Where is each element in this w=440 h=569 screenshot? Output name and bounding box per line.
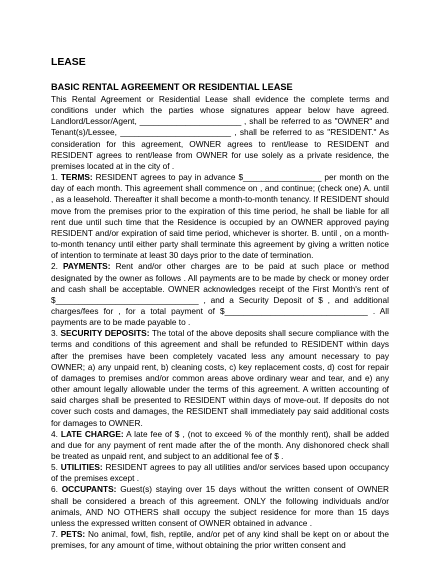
section-text: Rent and/or other charges are to be paid at such place or method designated by the owner as follows . All payments are to be made by check or money order and cash shall be acceptable. OWNER acknowledges receipt of the First Month's rent of $_______________________________ , and a Security Deposit of $ , and additional charges/fees for , for a total payment of $_______________________________ . All payments are to be made payable to . <box>51 261 389 328</box>
section-heading: UTILITIES: <box>60 462 103 473</box>
section-heading: PAYMENTS: <box>63 261 111 272</box>
section-number: 4. <box>51 428 58 439</box>
section-heading: PETS: <box>60 529 86 540</box>
section-heading: SECURITY DEPOSITS: <box>60 328 150 339</box>
section-number: 3. <box>51 328 58 339</box>
section-number: 1. <box>51 172 58 183</box>
section-number: 6. <box>51 484 58 495</box>
section-payments <box>51 261 389 328</box>
section-utilities <box>51 462 389 484</box>
section-number: 7. <box>51 529 58 540</box>
section-text: RESIDENT agrees to pay all utilities and/or services based upon occupancy of the premises except . <box>51 462 389 484</box>
document-body <box>51 94 389 551</box>
section-number: 5. <box>51 462 58 473</box>
section-occupants <box>51 484 389 529</box>
section-heading: OCCUPANTS: <box>61 484 117 495</box>
section-number: 2. <box>51 261 58 272</box>
agreement-heading: BASIC RENTAL AGREEMENT OR RESIDENTIAL LEASE <box>51 82 293 92</box>
section-heading: TERMS: <box>60 172 93 183</box>
section-pets <box>51 529 389 551</box>
section-text: No animal, fowl, fish, reptile, and/or pet of any kind shall be kept on or about the premises, for any amount of time, without obtaining the prior written consent and <box>51 529 390 551</box>
section-text: Guest(s) staying over 15 days without the written consent of OWNER shall be considered a breach of this agreement. ONLY the following individuals and/or animals, AND NO OTHERS shall occupy the subject residence for more than 15 days unless the expressed written consent of OWNER obtained in advance . <box>51 484 389 528</box>
section-heading: LATE CHARGE: <box>60 428 124 439</box>
section-text: A late fee of $ , (not to exceed % of the monthly rent), shall be added and due for any payment of rent made after the of the month. Any dishonored check shall be treated as unpaid rent, and subject to an additional fee of $ . <box>51 428 389 461</box>
intro-paragraph: This Rental Agreement or Residential Lease shall evidence the complete terms and conditions under which the parties whose signatures appear below have agreed. Landlord/Lessor/Agent, ______________________ , shall be referred to as "OWNER" and Tenant(s)/Lessee, ________________________ , shall be referred to as "RESIDENT." As consideration for this agreement, OWNER agrees to rent/lease to RESIDENT and RESIDENT agrees to rent/lease from OWNER for use solely as a private residence, the premises located at in the city of . <box>51 94 389 171</box>
section-security-deposits <box>51 328 389 428</box>
document-title: LEASE <box>51 57 86 68</box>
section-late-charge <box>51 429 389 462</box>
section-text: RESIDENT agrees to pay in advance $_________________ per month on the day of each month. This agreement shall commence on , and continue; (check one) A. until , as a leasehold. Thereafter it shall become a month-to-month tenancy. If RESIDENT should move from the premises prior to the expiration of this time period, he shall be liable for all rent due until such time that the Residence is occupied by an OWNER approved paying RESIDENT and/or expiration of said time period, whichever is shorter. B. until , on a month-to-month tenancy until either party shall terminate this agreement by giving a written notice of intention to terminate at least 30 days prior to the date of termination. <box>51 172 390 261</box>
section-terms <box>51 172 389 261</box>
section-text: The total of the above deposits shall secure compliance with the terms and conditions of this agreement and shall be refunded to RESIDENT within days after the premises have been completely vacated less any amount necessary to pay OWNER; a) any unpaid rent, b) cleaning costs, c) key replacement costs, d) cost for repair of damages to premises and/or common areas above ordinary wear and tear, and e) any other amount legally allowable under the terms of this agreement. A written accounting of said charges shall be presented to RESIDENT within days of move-out. If deposits do not cover such costs and damages, the RESIDENT shall immediately pay said additional costs for damages to OWNER. <box>51 328 390 428</box>
